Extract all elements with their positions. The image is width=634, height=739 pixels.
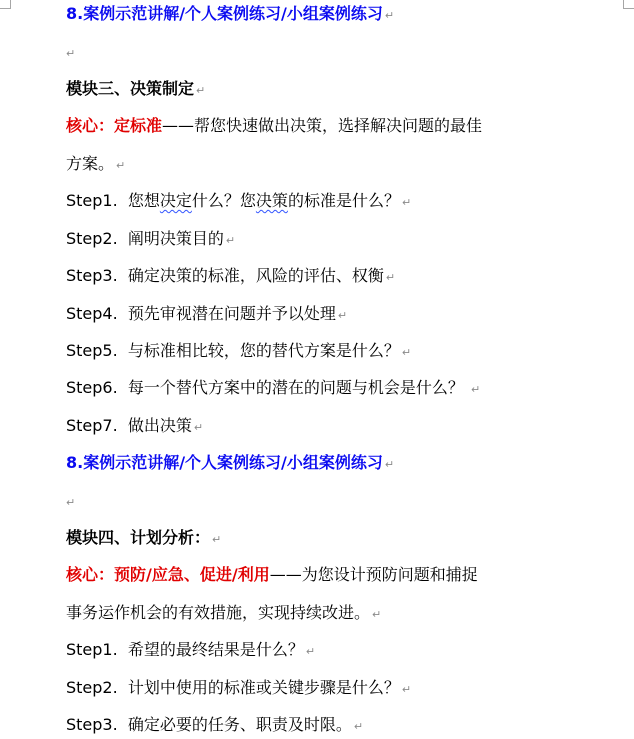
module-3-step-1: Step1. 您想决定什么？您决策的标准是什么？ ↵ [66, 191, 412, 210]
module-3-step-2: Step2. 阐明决策目的 ↵ [66, 229, 236, 248]
module-3-step-7: Step7. 做出决策 ↵ [66, 416, 204, 435]
module-3-title: 模块三、决策制定 ↵ [66, 79, 206, 98]
module-3-core-line-cont: 方案。 ↵ [66, 154, 126, 173]
section-heading-1: 8.案例示范讲解/个人案例练习/小组案例练习 ↵ [66, 4, 395, 23]
module-4-step-2: Step2. 计划中使用的标准或关键步骤是什么？ ↵ [66, 678, 412, 697]
section-heading-2: 8.案例示范讲解/个人案例练习/小组案例练习 ↵ [66, 453, 395, 472]
module-4-step-3: Step3. 确定必要的任务、职责及时限。 ↵ [66, 715, 364, 734]
empty-paragraph: ↵ [66, 47, 76, 60]
module-3-step-5: Step5. 与标准相比较，您的替代方案是什么？ ↵ [66, 341, 412, 360]
module-4-core-line-cont: 事务运作机会的有效措施，实现持续改进。 ↵ [66, 603, 382, 622]
module-4-title: 模块四、计划分析： ↵ [66, 528, 222, 547]
module-3-step-6: Step6. 每一个替代方案中的潜在的问题与机会是什么？ ↵ [66, 378, 481, 397]
page-corner-mark-left [0, 0, 11, 9]
module-3-step-3: Step3. 确定决策的标准，风险的评估、权衡 ↵ [66, 266, 396, 285]
page-corner-mark-right [623, 0, 634, 9]
empty-paragraph: ↵ [66, 496, 76, 509]
module-4-step-1: Step1. 希望的最终结果是什么？ ↵ [66, 640, 316, 659]
module-4-core-line: 核心：预防/应急、促进/利用——为您设计预防问题和捕捉 [66, 565, 478, 584]
module-3-step-4: Step4. 预先审视潜在问题并予以处理 ↵ [66, 304, 348, 323]
module-3-core-line: 核心：定标准——帮您快速做出决策，选择解决问题的最佳 [66, 116, 483, 135]
